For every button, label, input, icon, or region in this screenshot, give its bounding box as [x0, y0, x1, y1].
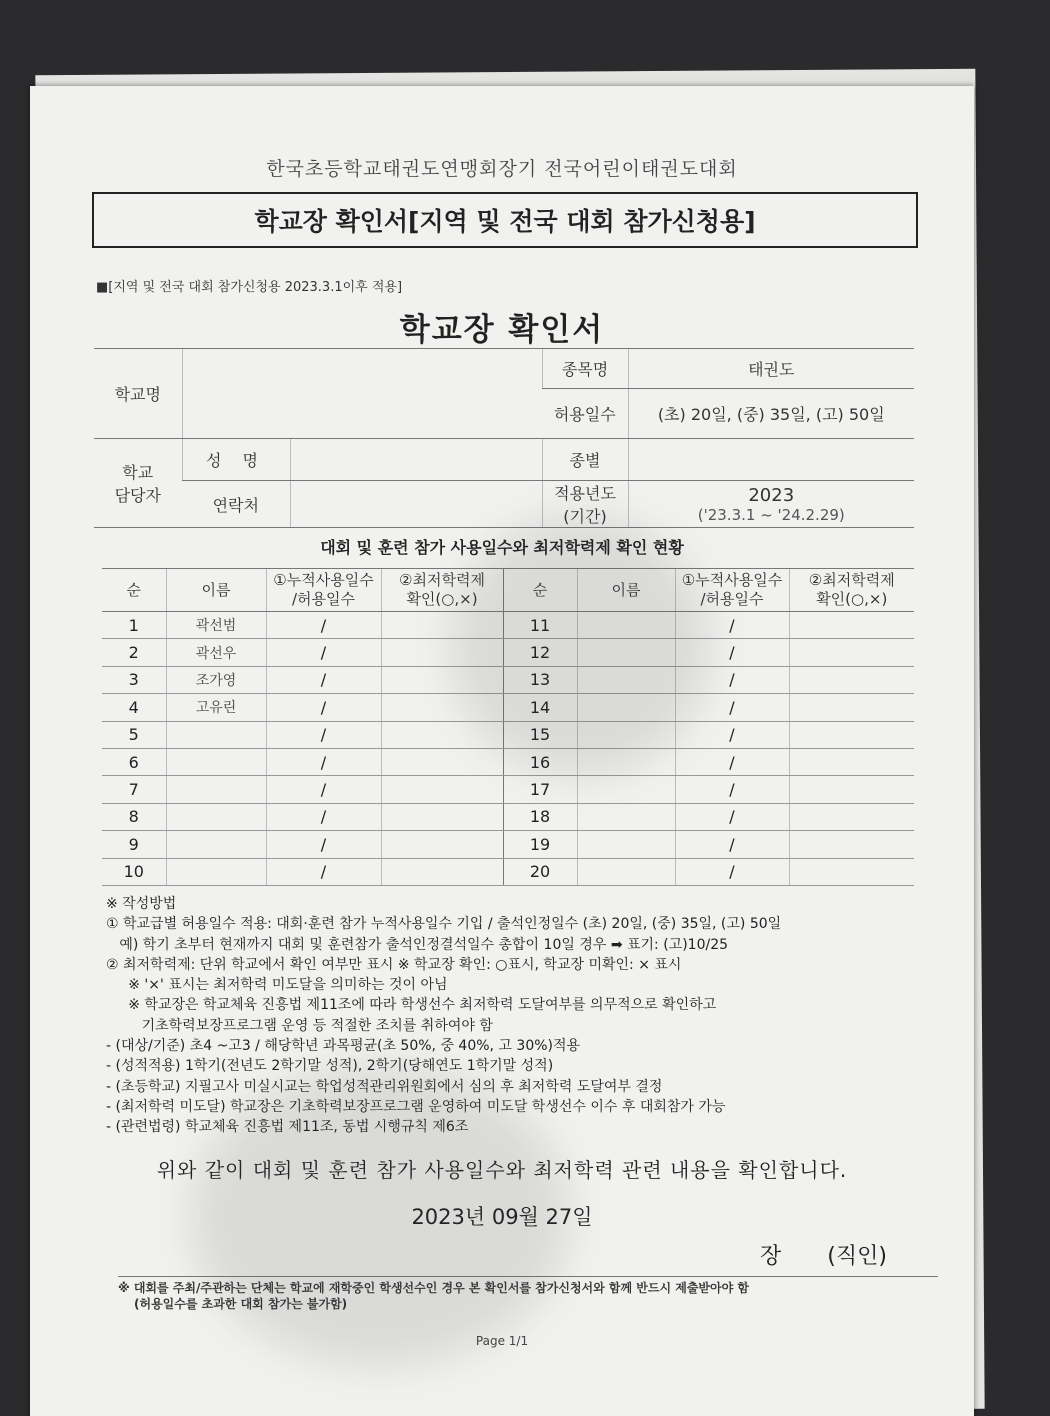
manager-label — [94, 439, 182, 528]
row-no: 1 — [102, 612, 166, 639]
note-line: ※ 학교장은 학교체육 진흥법 제11조에 따라 학생선수 최저학력 도달여부를 의무적으로 확인하고 — [106, 997, 717, 1014]
event-value: 태권도 — [628, 349, 914, 389]
row-name[interactable] — [577, 858, 675, 885]
row-acad[interactable] — [381, 776, 503, 803]
row-no: 11 — [503, 612, 577, 639]
confirmation-statement: 위와 같이 대회 및 훈련 참가 사용일수와 최저학력 관련 내용을 확인합니다. — [156, 1158, 848, 1182]
note-line: ※ 작성방법 — [106, 896, 177, 912]
col-acad-line1: ②최저학력제 — [808, 571, 895, 589]
hand-shadow — [450, 516, 710, 776]
row-no: 2 — [102, 639, 166, 666]
row-days[interactable]: / — [675, 666, 789, 693]
row-acad[interactable] — [789, 858, 914, 885]
row-days[interactable]: / — [675, 831, 789, 858]
row-name[interactable] — [166, 721, 266, 748]
row-days[interactable]: / — [266, 803, 381, 830]
row-acad[interactable] — [789, 612, 914, 639]
row-acad[interactable] — [381, 803, 503, 830]
allowed-days-label: 허용일수 — [542, 389, 628, 439]
row-no: 19 — [503, 831, 577, 858]
main-title: 학교장 확인서 — [399, 312, 605, 348]
note-line: ① 학교급별 허용일수 적용: 대회·훈련 참가 누적사용일수 기입 / 출석인정일수 (초) 20일, (중) 35일, (고) 50일 — [106, 916, 782, 933]
manager-label-line1: 학교 — [122, 463, 154, 482]
row-no: 18 — [503, 803, 577, 830]
form-title-box — [92, 192, 918, 248]
row-no: 16 — [503, 748, 577, 775]
row-acad[interactable] — [789, 639, 914, 666]
row-acad[interactable] — [789, 721, 914, 748]
row-name[interactable] — [166, 776, 266, 803]
note-line: - (관련법령) 학교체육 진흥법 제11조, 동법 시행규칙 제6조 — [106, 1119, 469, 1136]
row-name[interactable]: 곽선우 — [166, 639, 266, 666]
row-days[interactable]: / — [675, 612, 789, 639]
row-no: 5 — [102, 721, 166, 748]
note-line: ② 최저학력제: 단위 학교에서 확인 여부만 표시 ※ 학교장 확인: ○표시, 학교장 미확인: × 표시 — [106, 956, 682, 973]
row-days[interactable]: / — [675, 694, 789, 721]
col-name-left: 이름 — [166, 569, 266, 612]
row-days[interactable]: / — [266, 694, 381, 721]
row-acad[interactable] — [789, 748, 914, 775]
row-days[interactable]: / — [266, 721, 381, 748]
col-no-left: 순 — [102, 569, 166, 612]
row-name[interactable]: 조가영 — [166, 666, 266, 693]
note-line: 기초학력보장프로그램 운영 등 적절한 조치를 취하여야 함 — [106, 1017, 493, 1034]
row-no: 6 — [102, 748, 166, 775]
table-row — [102, 831, 914, 858]
note-line: - (성적적용) 1학기(전년도 2학기말 성적), 2학기(당해연도 1학기말 성적) — [106, 1058, 554, 1075]
row-no: 14 — [503, 694, 577, 721]
row-no: 13 — [503, 666, 577, 693]
row-days[interactable]: / — [266, 776, 381, 803]
row-name[interactable] — [166, 831, 266, 858]
row-acad[interactable] — [789, 666, 914, 693]
row-no: 9 — [102, 831, 166, 858]
signature-line — [760, 1239, 887, 1270]
col-acad-line2: 확인(○,×) — [816, 590, 888, 608]
row-acad[interactable] — [381, 831, 503, 858]
row-days[interactable]: / — [266, 748, 381, 775]
col-days-line2: /허용일수 — [700, 590, 764, 608]
applicable-note: ■[지역 및 전국 대회 참가신청용 2023.3.1이후 적용] — [96, 280, 403, 295]
footer-line: ※ 대회를 주최/주관하는 단체는 학교에 재학중인 학생선수인 경우 본 확인서를 참가신청서와 함께 반드시 제출받아야 함 — [118, 1281, 749, 1295]
event-label: 종목명 — [542, 349, 628, 389]
row-name[interactable]: 곽선범 — [166, 612, 266, 639]
instructions — [106, 894, 936, 1138]
col-days-line2: /허용일수 — [291, 590, 355, 608]
year-cell — [628, 481, 914, 528]
form-title: 학교장 확인서[지역 및 전국 대회 참가신청용] — [254, 207, 756, 236]
table-row — [102, 776, 914, 803]
row-no: 7 — [102, 776, 166, 803]
row-acad[interactable] — [381, 748, 503, 775]
row-acad[interactable] — [789, 694, 914, 721]
person-name-field[interactable] — [290, 439, 542, 481]
col-acad-line2: 확인(○,×) — [406, 590, 478, 608]
row-no: 3 — [102, 666, 166, 693]
row-days[interactable]: / — [675, 776, 789, 803]
period-value: ('23.3.1 ~ '24.2.29) — [697, 505, 845, 524]
row-days[interactable]: / — [675, 721, 789, 748]
row-no: 17 — [503, 776, 577, 803]
note-line: - (초등학교) 지필고사 미실시교는 학업성적관리위원회에서 심의 후 최저학력 도달여부 결정 — [106, 1078, 663, 1095]
row-name[interactable] — [577, 803, 675, 830]
category-label: 종별 — [542, 439, 628, 481]
col-acad-right — [789, 569, 914, 612]
row-days[interactable]: / — [266, 612, 381, 639]
note-line: - (대상/기준) 초4 ~고3 / 해당학년 과목평균(초 50%, 중 40%, 고 30%)적용 — [106, 1038, 581, 1055]
row-days[interactable]: / — [675, 858, 789, 885]
contact-label: 연락처 — [182, 481, 290, 528]
row-days[interactable]: / — [675, 803, 789, 830]
row-acad[interactable] — [789, 831, 914, 858]
row-name[interactable] — [166, 803, 266, 830]
row-name[interactable] — [577, 776, 675, 803]
row-acad[interactable] — [789, 803, 914, 830]
year-label-line1: 적용년도 — [554, 484, 616, 503]
allowed-days-value: (초) 20일, (중) 35일, (고) 50일 — [628, 389, 914, 439]
row-no: 4 — [102, 694, 166, 721]
category-field[interactable] — [628, 439, 914, 481]
col-no-right: 순 — [503, 569, 577, 612]
manager-label-line2: 담당자 — [114, 486, 161, 505]
table-row — [102, 803, 914, 830]
row-days[interactable]: / — [266, 831, 381, 858]
row-no: 20 — [503, 858, 577, 885]
footer-line: (허용일수를 초과한 대회 참가는 불가함) — [134, 1297, 348, 1311]
row-days[interactable]: / — [675, 639, 789, 666]
person-name-label: 성 명 — [182, 439, 290, 481]
school-name-label: 학교명 — [94, 349, 182, 439]
year-value: 2023 — [748, 484, 795, 506]
row-name[interactable]: 고유린 — [166, 694, 266, 721]
row-days[interactable]: / — [675, 748, 789, 775]
col-name-right: 이름 — [577, 569, 675, 612]
row-no: 10 — [102, 858, 166, 885]
note-line: - (최저학력 미도달) 학교장은 기초학력보장프로그램 운영하여 미도달 학생선수 이수 후 대회참가 가능 — [106, 1098, 726, 1115]
principal-label: 장 — [760, 1244, 782, 1269]
contact-field[interactable] — [290, 481, 542, 528]
row-no: 12 — [503, 639, 577, 666]
school-name-value[interactable] — [182, 349, 542, 439]
note-line: 예) 학기 초부터 현재까지 대회 및 훈련참가 출석인정결석일수 총합이 10일 경우 ➡ 표기: (고)10/25 — [106, 936, 729, 953]
page-number: Page 1/1 — [475, 1334, 529, 1348]
info-table — [94, 348, 914, 528]
row-days[interactable]: / — [266, 639, 381, 666]
hand-shadow — [190, 1066, 570, 1366]
status-title: 대회 및 훈련 참가 사용일수와 최저학력제 확인 현황 — [320, 538, 684, 557]
table-row — [102, 858, 914, 885]
year-label-line2: (기간) — [563, 507, 607, 526]
col-days-line1: ①누적사용일수 — [273, 571, 374, 589]
col-days-left — [266, 569, 381, 612]
col-days-line1: ①누적사용일수 — [681, 571, 783, 589]
row-days[interactable]: / — [266, 666, 381, 693]
issue-date: 2023년 09월 27일 — [411, 1205, 593, 1229]
row-acad[interactable] — [381, 858, 503, 885]
note-line: ※ '×' 표시는 최저학력 미도달을 의미하는 것이 아님 — [106, 977, 448, 994]
row-name[interactable] — [166, 858, 266, 885]
row-acad[interactable] — [789, 776, 914, 803]
document-page — [30, 86, 974, 1416]
row-no: 8 — [102, 803, 166, 830]
row-days[interactable]: / — [266, 858, 381, 885]
col-acad-line1: ②최저학력제 — [399, 571, 485, 589]
organizer-header: 한국초등학교태권도연맹회장기 전국어린이태권도대회 — [266, 158, 738, 180]
row-no: 15 — [503, 721, 577, 748]
row-name[interactable] — [166, 748, 266, 775]
seal-label: (직인) — [827, 1244, 887, 1269]
row-name[interactable] — [577, 831, 675, 858]
